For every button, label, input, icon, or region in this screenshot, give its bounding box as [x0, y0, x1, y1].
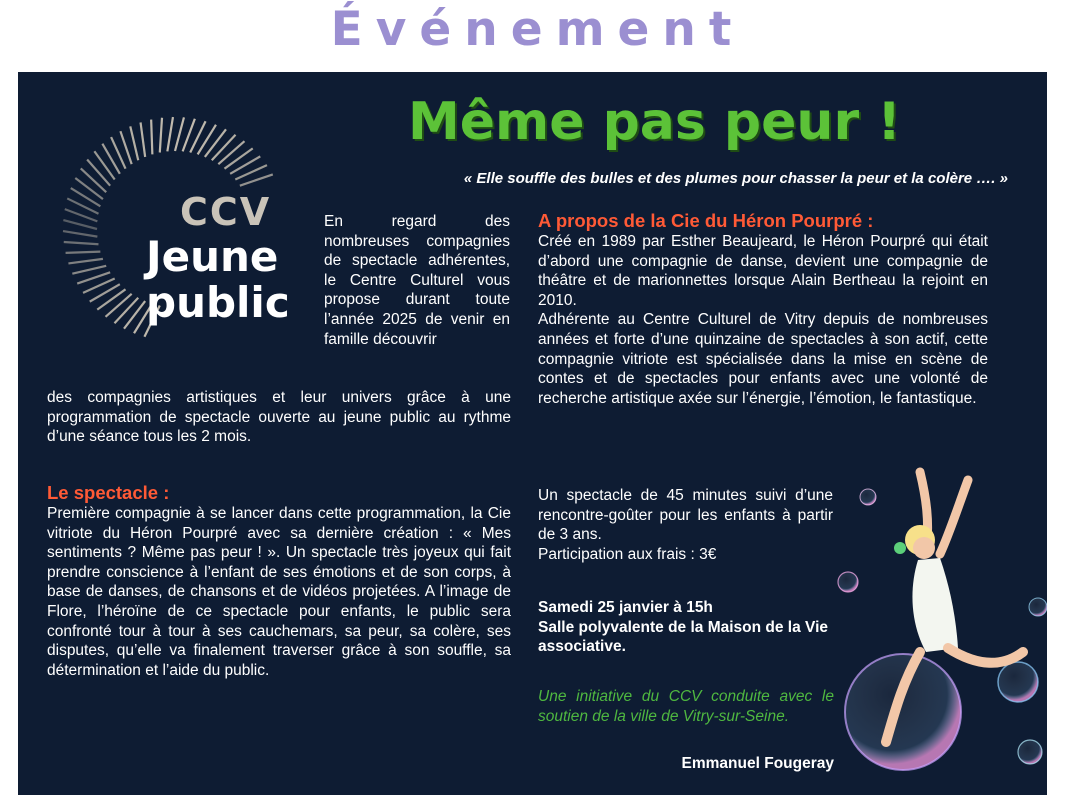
logo-ray — [224, 148, 252, 168]
banner — [0, 0, 1075, 62]
logo-ray — [68, 259, 103, 264]
initiative-text: Une initiative du CCV conduite avec le soutien de la ville de Vitry-sur-Seine. — [538, 688, 834, 725]
details-section — [538, 486, 833, 564]
duration-text: Un spectacle de 45 minutes suivi d’une rencontre-goûter pour les enfants à partir de 3 ans. — [538, 487, 833, 544]
logo-ray — [114, 298, 138, 323]
logo-ray — [71, 188, 101, 206]
headline: Même pas peur ! — [408, 92, 901, 152]
logo-ray — [151, 120, 152, 155]
author-name: Emmanuel Fougeray — [681, 755, 834, 772]
logo-ray — [212, 135, 236, 160]
logo-public-text: public — [146, 278, 290, 327]
logo-ray — [97, 289, 125, 309]
logo-ray — [81, 168, 106, 192]
logo-ray — [124, 301, 145, 329]
quote: « Elle souffle des bulles et des plumes pour chasser la peur et la colère …. » — [463, 170, 1008, 187]
logo-ray — [87, 160, 110, 186]
spectacle-body: Première compagnie à se lancer dans cette programmation, la Cie vitriote du Héron Pourpré avec sa dernière création : « Mes sentiments ? Même pas peur ! ». Un spectacle très joyeux qui fait prendre conscience à l’enfant de ses émotions et de son corps, à base de danses, de chansons et de vidéos projetées. A l’image de Flore, l’héroïne de ce spectacle pour enfants, le public sera confronté tour à tour à ses cauchemars, sa peur, sa colère, ses disputes, qu’elle va finalement traverser grâce à son souffle, sa détermination et l’aide du public. — [47, 505, 511, 679]
logo-ray — [64, 242, 99, 244]
logo-ray — [160, 118, 162, 153]
compagnie-paragraph-1: Créé en 1989 par Esther Beaujeard, le Héron Pourpré qui était d’abord une compagnie de danse, devient une compagnie de théâtre et de marionnettes lorsque Alain Bertheau la rejoint en 2010. — [538, 233, 988, 309]
spectacle-section — [47, 482, 511, 680]
logo-ray — [75, 178, 103, 199]
intro-text: En regard des nombreuses compagnies de spectacle adhérentes, le Centre Culturel vous propose durant toute l’année 2025 de venir en famille découvrir — [324, 213, 510, 348]
logo-ray — [175, 117, 184, 151]
logo-ray — [205, 129, 226, 157]
logo-ray — [63, 231, 97, 237]
date-venue — [538, 598, 838, 657]
banner-title: Événement — [330, 2, 745, 57]
price-text: Participation aux frais : 3€ — [538, 545, 717, 563]
compagnie-paragraph-2: Adhérente au Centre Culturel de Vitry depuis de nombreuses années et forte d’une quinzaine de spectacles à son actif, cette compagnie vitriote est spécialisée dans la mise en scène de contes et de spectacles pour enfants avec une volonté de recherche artistique axée sur l’énergie, l’émotion, le fantastique. — [538, 311, 988, 407]
intro-continued: des compagnies artistiques et leur univers grâce à une programmation de spectacle ouverte au jeune public au rythme d’une séance tous les 2 mois. — [47, 389, 511, 446]
logo-ray — [130, 126, 138, 160]
logo-ray — [63, 220, 97, 229]
logo-ray — [167, 117, 173, 151]
spectacle-title: Le spectacle : — [47, 482, 170, 503]
logo-ray — [106, 294, 132, 317]
logo-ray — [141, 122, 146, 157]
logo-ray — [218, 141, 244, 164]
dancer-with-bubbles-image — [808, 452, 1047, 795]
logo-ray — [72, 266, 106, 274]
logo-ccv-text: CCV — [180, 190, 272, 234]
logo-jeune-text: Jeune — [146, 232, 279, 281]
compagnie-title: A propos de la Cie du Héron Pourpré : — [538, 210, 874, 231]
logo-ray — [198, 125, 216, 155]
event-date: Samedi 25 janvier à 15h — [538, 599, 713, 616]
logo-ray — [94, 151, 114, 179]
compagnie-section — [538, 210, 988, 408]
event-venue: Salle polyvalente de la Maison de la Vie associative. — [538, 618, 829, 656]
logo-ray — [66, 252, 101, 253]
article-panel — [18, 72, 1047, 795]
